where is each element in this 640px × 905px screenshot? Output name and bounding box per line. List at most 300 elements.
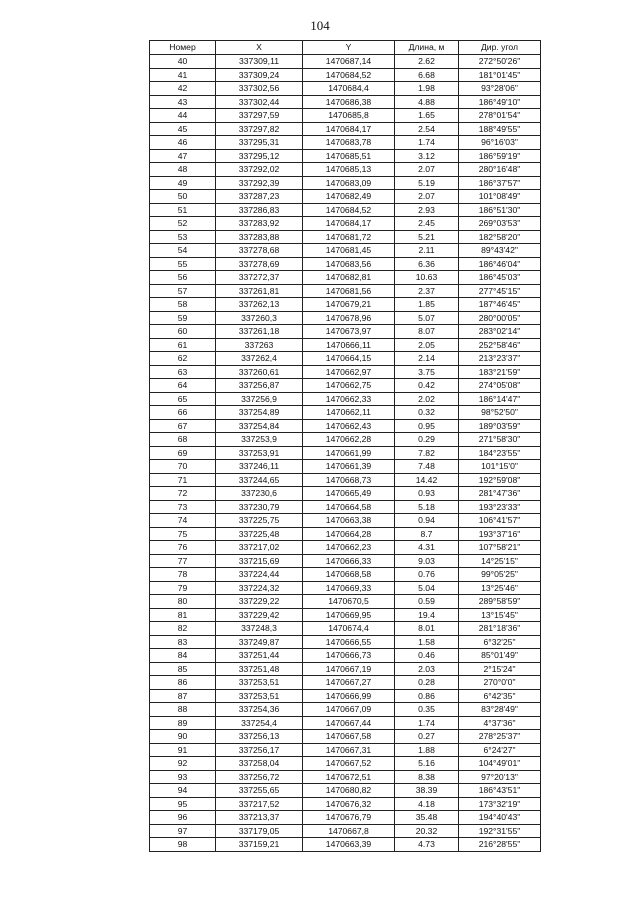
cell-y: 1470664,15 [303,352,395,366]
table-row [150,176,541,190]
cell-bearing: 181°01'45" [459,68,541,82]
cell-x: 337229,42 [216,608,303,622]
table-row [150,797,541,811]
cell-y: 1470662,33 [303,392,395,406]
table-row [150,419,541,433]
cell-y: 1470684,52 [303,203,395,217]
cell-bearing: 99°05'25" [459,568,541,582]
cell-length: 0.76 [395,568,459,582]
table-row [150,811,541,825]
cell-number: 87 [150,689,216,703]
table-row [150,446,541,460]
table-row [150,149,541,163]
cell-length: 6.36 [395,257,459,271]
cell-number: 71 [150,473,216,487]
cell-bearing: 189°03'59" [459,419,541,433]
cell-x: 337253,9 [216,433,303,447]
table-row [150,716,541,730]
cell-x: 337286,83 [216,203,303,217]
cell-y: 1470667,19 [303,662,395,676]
cell-length: 7.48 [395,460,459,474]
table-row [150,757,541,771]
cell-y: 1470663,39 [303,838,395,852]
cell-y: 1470672,51 [303,770,395,784]
cell-x: 337260,61 [216,365,303,379]
cell-number: 57 [150,284,216,298]
cell-number: 48 [150,163,216,177]
cell-y: 1470676,79 [303,811,395,825]
cell-x: 337248,3 [216,622,303,636]
cell-bearing: 252°58'46" [459,338,541,352]
cell-number: 77 [150,554,216,568]
cell-x: 337292,39 [216,176,303,190]
cell-bearing: 93°28'06" [459,82,541,96]
cell-bearing: 289°58'59" [459,595,541,609]
cell-x: 337229,22 [216,595,303,609]
cell-x: 337213,37 [216,811,303,825]
table-row [150,635,541,649]
cell-bearing: 213°23'37" [459,352,541,366]
cell-number: 88 [150,703,216,717]
cell-bearing: 193°23'33" [459,500,541,514]
cell-number: 55 [150,257,216,271]
cell-bearing: 194°40'43" [459,811,541,825]
header-number: Номер [150,41,216,55]
cell-y: 1470679,21 [303,298,395,312]
cell-y: 1470667,8 [303,824,395,838]
cell-bearing: 186°14'47" [459,392,541,406]
table-row [150,581,541,595]
cell-y: 1470682,49 [303,190,395,204]
cell-number: 70 [150,460,216,474]
table-row [150,433,541,447]
cell-y: 1470681,45 [303,244,395,258]
cell-length: 1.98 [395,82,459,96]
cell-number: 86 [150,676,216,690]
table-row [150,595,541,609]
cell-x: 337295,12 [216,149,303,163]
cell-length: 3.12 [395,149,459,163]
cell-x: 337230,6 [216,487,303,501]
table-row [150,82,541,96]
cell-number: 50 [150,190,216,204]
cell-y: 1470666,11 [303,338,395,352]
cell-number: 63 [150,365,216,379]
cell-x: 337283,92 [216,217,303,231]
cell-number: 49 [150,176,216,190]
cell-length: 6.68 [395,68,459,82]
cell-bearing: 13°25'46" [459,581,541,595]
cell-number: 90 [150,730,216,744]
cell-length: 5.07 [395,311,459,325]
cell-y: 1470662,11 [303,406,395,420]
header-length: Длина, м [395,41,459,55]
cell-x: 337251,48 [216,662,303,676]
cell-length: 10.63 [395,271,459,285]
cell-length: 19.4 [395,608,459,622]
table-row [150,568,541,582]
table-row [150,257,541,271]
cell-bearing: 192°31'55" [459,824,541,838]
cell-x: 337262,13 [216,298,303,312]
cell-x: 337297,82 [216,122,303,136]
cell-length: 2.07 [395,163,459,177]
cell-number: 78 [150,568,216,582]
cell-number: 51 [150,203,216,217]
cell-number: 54 [150,244,216,258]
cell-x: 337278,68 [216,244,303,258]
cell-number: 76 [150,541,216,555]
cell-x: 337295,31 [216,136,303,150]
cell-length: 8.7 [395,527,459,541]
cell-length: 0.35 [395,703,459,717]
table-row [150,784,541,798]
cell-bearing: 14°25'15" [459,554,541,568]
table-row [150,554,541,568]
cell-length: 38.39 [395,784,459,798]
cell-x: 337272,37 [216,271,303,285]
cell-y: 1470684,17 [303,122,395,136]
cell-x: 337230,79 [216,500,303,514]
cell-length: 1.58 [395,635,459,649]
cell-bearing: 2°15'24" [459,662,541,676]
cell-bearing: 271°58'30" [459,433,541,447]
cell-x: 337254,4 [216,716,303,730]
cell-y: 1470678,96 [303,311,395,325]
cell-x: 337251,44 [216,649,303,663]
cell-y: 1470662,75 [303,379,395,393]
cell-bearing: 274°05'08" [459,379,541,393]
cell-number: 56 [150,271,216,285]
cell-length: 2.05 [395,338,459,352]
cell-x: 337262,4 [216,352,303,366]
table-row [150,824,541,838]
cell-x: 337302,56 [216,82,303,96]
table-row [150,541,541,555]
cell-bearing: 182°58'20" [459,230,541,244]
cell-x: 337261,18 [216,325,303,339]
table-row [150,311,541,325]
cell-length: 2.03 [395,662,459,676]
table-row [150,622,541,636]
table-row [150,406,541,420]
header-x: X [216,41,303,55]
cell-number: 40 [150,55,216,69]
cell-x: 337261,81 [216,284,303,298]
cell-length: 9.03 [395,554,459,568]
cell-x: 337256,13 [216,730,303,744]
cell-number: 67 [150,419,216,433]
cell-bearing: 101°15'0" [459,460,541,474]
cell-number: 80 [150,595,216,609]
cell-length: 0.93 [395,487,459,501]
cell-number: 68 [150,433,216,447]
cell-length: 0.32 [395,406,459,420]
cell-length: 2.37 [395,284,459,298]
cell-number: 42 [150,82,216,96]
table-row [150,298,541,312]
cell-bearing: 186°43'51" [459,784,541,798]
table-row [150,203,541,217]
cell-length: 4.88 [395,95,459,109]
cell-length: 4.73 [395,838,459,852]
cell-bearing: 6°24'27" [459,743,541,757]
table-row [150,743,541,757]
cell-bearing: 186°49'10" [459,95,541,109]
cell-y: 1470666,99 [303,689,395,703]
table-row [150,244,541,258]
cell-length: 8.01 [395,622,459,636]
cell-y: 1470667,27 [303,676,395,690]
cell-number: 85 [150,662,216,676]
cell-number: 97 [150,824,216,838]
cell-length: 35.48 [395,811,459,825]
cell-number: 41 [150,68,216,82]
cell-x: 337159,21 [216,838,303,852]
cell-x: 337254,84 [216,419,303,433]
cell-bearing: 193°37'16" [459,527,541,541]
cell-y: 1470684,4 [303,82,395,96]
cell-number: 83 [150,635,216,649]
cell-bearing: 281°47'36" [459,487,541,501]
cell-y: 1470681,72 [303,230,395,244]
table-row [150,284,541,298]
cell-y: 1470685,51 [303,149,395,163]
header-bearing: Дир. угол [459,41,541,55]
cell-length: 1.65 [395,109,459,123]
cell-bearing: 280°00'05" [459,311,541,325]
table-row [150,271,541,285]
cell-y: 1470662,43 [303,419,395,433]
cell-y: 1470674,4 [303,622,395,636]
cell-number: 58 [150,298,216,312]
table-row [150,122,541,136]
table-row [150,689,541,703]
cell-length: 0.27 [395,730,459,744]
cell-number: 44 [150,109,216,123]
table-row [150,770,541,784]
cell-length: 2.07 [395,190,459,204]
cell-number: 94 [150,784,216,798]
cell-length: 2.14 [395,352,459,366]
cell-x: 337246,11 [216,460,303,474]
cell-length: 0.42 [395,379,459,393]
cell-y: 1470664,58 [303,500,395,514]
cell-length: 2.54 [395,122,459,136]
cell-y: 1470683,56 [303,257,395,271]
cell-number: 69 [150,446,216,460]
cell-number: 93 [150,770,216,784]
cell-y: 1470684,52 [303,68,395,82]
cell-bearing: 186°59'19" [459,149,541,163]
cell-bearing: 186°45'03" [459,271,541,285]
cell-x: 337309,24 [216,68,303,82]
cell-length: 1.88 [395,743,459,757]
cell-y: 1470681,56 [303,284,395,298]
cell-x: 337224,44 [216,568,303,582]
cell-x: 337309,11 [216,55,303,69]
cell-bearing: 183°21'59" [459,365,541,379]
table-row [150,649,541,663]
cell-y: 1470668,73 [303,473,395,487]
cell-number: 91 [150,743,216,757]
cell-y: 1470664,28 [303,527,395,541]
cell-number: 98 [150,838,216,852]
cell-x: 337215,69 [216,554,303,568]
cell-y: 1470661,99 [303,446,395,460]
cell-x: 337225,75 [216,514,303,528]
cell-length: 0.94 [395,514,459,528]
cell-length: 5.19 [395,176,459,190]
cell-y: 1470676,32 [303,797,395,811]
cell-y: 1470668,58 [303,568,395,582]
cell-bearing: 270°0'0" [459,676,541,690]
cell-x: 337224,32 [216,581,303,595]
cell-number: 82 [150,622,216,636]
cell-x: 337225,48 [216,527,303,541]
cell-number: 66 [150,406,216,420]
cell-y: 1470685,13 [303,163,395,177]
table-row [150,230,541,244]
cell-number: 81 [150,608,216,622]
cell-y: 1470661,39 [303,460,395,474]
cell-number: 52 [150,217,216,231]
table-row [150,730,541,744]
cell-x: 337302,44 [216,95,303,109]
cell-bearing: 184°23'55" [459,446,541,460]
cell-x: 337297,59 [216,109,303,123]
table-row [150,68,541,82]
table-row [150,473,541,487]
cell-number: 79 [150,581,216,595]
cell-length: 5.18 [395,500,459,514]
cell-length: 0.28 [395,676,459,690]
cell-number: 84 [150,649,216,663]
cell-y: 1470662,97 [303,365,395,379]
cell-bearing: 13°15'45" [459,608,541,622]
cell-number: 74 [150,514,216,528]
cell-x: 337258,04 [216,757,303,771]
cell-bearing: 186°51'30" [459,203,541,217]
table-row [150,352,541,366]
cell-number: 96 [150,811,216,825]
cell-bearing: 269°03'53" [459,217,541,231]
table-row [150,325,541,339]
cell-length: 0.29 [395,433,459,447]
cell-bearing: 4°37'36" [459,716,541,730]
cell-y: 1470686,38 [303,95,395,109]
cell-y: 1470673,97 [303,325,395,339]
cell-number: 92 [150,757,216,771]
cell-x: 337253,51 [216,676,303,690]
cell-x: 337256,9 [216,392,303,406]
cell-length: 8.38 [395,770,459,784]
cell-number: 62 [150,352,216,366]
cell-x: 337283,88 [216,230,303,244]
table-row [150,55,541,69]
cell-number: 61 [150,338,216,352]
cell-y: 1470662,23 [303,541,395,555]
cell-length: 2.11 [395,244,459,258]
cell-bearing: 186°37'57" [459,176,541,190]
table-row [150,703,541,717]
cell-bearing: 277°45'15" [459,284,541,298]
cell-number: 46 [150,136,216,150]
cell-y: 1470666,73 [303,649,395,663]
cell-bearing: 173°32'19" [459,797,541,811]
cell-y: 1470670,5 [303,595,395,609]
cell-x: 337278,69 [216,257,303,271]
cell-length: 2.93 [395,203,459,217]
cell-y: 1470666,33 [303,554,395,568]
table-row [150,95,541,109]
cell-y: 1470667,09 [303,703,395,717]
cell-x: 337256,17 [216,743,303,757]
cell-bearing: 96°16'03" [459,136,541,150]
cell-y: 1470667,52 [303,757,395,771]
cell-y: 1470669,33 [303,581,395,595]
table-row [150,608,541,622]
cell-y: 1470663,38 [303,514,395,528]
cell-number: 64 [150,379,216,393]
cell-y: 1470685,8 [303,109,395,123]
cell-y: 1470684,17 [303,217,395,231]
cell-bearing: 187°46'45" [459,298,541,312]
cell-number: 45 [150,122,216,136]
cell-bearing: 278°01'54" [459,109,541,123]
cell-length: 14.42 [395,473,459,487]
cell-x: 337249,87 [216,635,303,649]
cell-y: 1470683,09 [303,176,395,190]
cell-bearing: 89°43'42" [459,244,541,258]
cell-x: 337253,91 [216,446,303,460]
cell-number: 43 [150,95,216,109]
table-row [150,136,541,150]
table-row [150,487,541,501]
header-y: Y [303,41,395,55]
table-row [150,379,541,393]
cell-number: 60 [150,325,216,339]
cell-bearing: 101°08'49" [459,190,541,204]
table-row [150,676,541,690]
cell-x: 337179,05 [216,824,303,838]
cell-x: 337244,65 [216,473,303,487]
cell-x: 337255,65 [216,784,303,798]
cell-bearing: 281°18'36" [459,622,541,636]
cell-bearing: 85°01'49" [459,649,541,663]
cell-y: 1470666,55 [303,635,395,649]
cell-bearing: 107°58'21" [459,541,541,555]
coordinates-table [149,40,541,852]
cell-number: 72 [150,487,216,501]
cell-length: 7.82 [395,446,459,460]
table-row [150,190,541,204]
table-row [150,838,541,852]
table-row [150,109,541,123]
cell-length: 2.45 [395,217,459,231]
cell-length: 4.31 [395,541,459,555]
table-row [150,500,541,514]
cell-number: 47 [150,149,216,163]
cell-length: 1.74 [395,716,459,730]
cell-number: 95 [150,797,216,811]
cell-number: 89 [150,716,216,730]
cell-y: 1470667,58 [303,730,395,744]
cell-bearing: 6°32'25" [459,635,541,649]
cell-number: 53 [150,230,216,244]
cell-length: 20.32 [395,824,459,838]
table-row [150,514,541,528]
